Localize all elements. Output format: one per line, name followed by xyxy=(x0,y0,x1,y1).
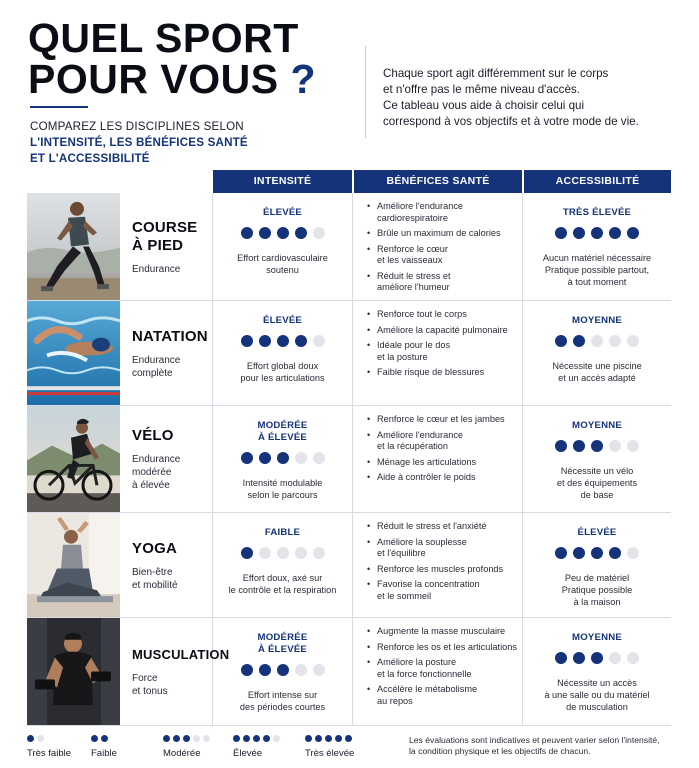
rating-dots xyxy=(213,335,352,347)
legend-dot-empty xyxy=(203,735,210,742)
benefits-list xyxy=(367,521,523,606)
benefit-line: améliore l'humeur xyxy=(377,282,450,292)
title-line-2: POUR VOUS xyxy=(28,56,279,102)
benefits-cell xyxy=(353,513,523,617)
rating-dot-filled xyxy=(259,664,271,676)
table-row xyxy=(27,301,671,406)
legend-label: Élevée xyxy=(233,748,263,759)
benefit-line: et le sommeil xyxy=(377,590,432,601)
rating-note: des périodes courtes xyxy=(239,702,326,712)
benefit-line: • Aide à contrôler le poids xyxy=(377,472,476,482)
benefit-item xyxy=(367,271,523,294)
benefit-line: et la récupération xyxy=(377,441,448,451)
legend-dot-filled xyxy=(315,735,322,742)
rating-note: Aucun matériel nécessaire xyxy=(542,253,652,263)
benefit-line: • Améliore la souplesse xyxy=(377,536,467,547)
intensity-cell xyxy=(213,406,353,512)
benefit-line: et les vaisseaux xyxy=(377,255,443,265)
rating-dot-empty xyxy=(313,664,325,676)
rating-dot-filled xyxy=(573,547,585,559)
benefit-item xyxy=(367,367,523,379)
legend-dots xyxy=(305,735,354,743)
benefit-item xyxy=(367,201,523,224)
sport-name-cell xyxy=(120,406,213,512)
benefit-line: • Renforce les os et les articulations xyxy=(377,641,517,652)
rating-dot-filled xyxy=(241,227,253,239)
intensity-cell xyxy=(213,513,353,617)
table-row xyxy=(27,406,671,513)
footnote-line: la condition physique et les objectifs de chacun. xyxy=(409,746,591,756)
rating-dot-empty xyxy=(627,335,639,347)
rating-dot-empty xyxy=(627,440,639,452)
column-header-benefits: BÉNÉFICES SANTÉ xyxy=(354,170,522,193)
benefits-list xyxy=(367,626,523,711)
rating-dot-empty xyxy=(313,452,325,464)
legend-item xyxy=(233,735,280,759)
rating-note: pour les articulations xyxy=(240,373,325,383)
legend-item xyxy=(305,735,354,759)
subtitle-line-1: COMPAREZ LES DISCIPLINES SELON xyxy=(30,120,244,133)
benefits-list xyxy=(367,309,523,383)
legend-dot-filled xyxy=(163,735,170,742)
benefit-line: • Ménage les articulations xyxy=(377,456,477,467)
header-divider xyxy=(365,46,366,138)
legend-label: Faible xyxy=(91,748,117,759)
footnote xyxy=(409,735,694,757)
rating-note: Effort global doux xyxy=(246,361,319,371)
sport-description: modérée xyxy=(132,467,172,478)
rating-dot-filled xyxy=(277,664,289,676)
legend-label: Modérée xyxy=(163,748,201,759)
benefit-line: cardiorespiratoire xyxy=(377,212,448,223)
benefits-cell xyxy=(353,618,523,725)
benefit-item xyxy=(367,537,523,560)
legend-dot-filled xyxy=(325,735,332,742)
rating-note: Effort cardiovasculaire xyxy=(237,253,328,263)
title-line-1: QUEL SPORT xyxy=(28,15,299,61)
accessibility-cell xyxy=(523,301,671,405)
rating-dot-filled xyxy=(627,227,639,239)
legend-dots xyxy=(91,735,117,743)
intensity-cell xyxy=(213,301,353,405)
rating-dot-filled xyxy=(591,547,603,559)
rating-dot-empty xyxy=(609,440,621,452)
sport-description: à élevée xyxy=(132,480,170,491)
rating-dot-filled xyxy=(295,227,307,239)
rating-dot-filled xyxy=(609,227,621,239)
rating-dots xyxy=(213,452,352,464)
benefit-line: • Idéale pour le dos xyxy=(377,340,451,350)
benefit-item xyxy=(367,228,523,240)
legend-dots xyxy=(27,735,71,743)
rating-label: ÉLEVÉE xyxy=(262,207,303,218)
legend-item xyxy=(163,735,210,759)
rating-dot-filled xyxy=(555,547,567,559)
column-header-intensity: INTENSITÉ xyxy=(213,170,352,193)
rating-dots xyxy=(213,547,352,559)
rating-note: à tout moment xyxy=(567,277,627,287)
rating-dot-empty xyxy=(313,335,325,347)
benefits-list xyxy=(367,201,523,298)
legend-dot-filled xyxy=(305,735,312,742)
accessibility-cell xyxy=(523,193,671,300)
sport-description: et mobilité xyxy=(132,579,178,591)
rating-dot-empty xyxy=(313,547,325,559)
benefit-line: • Améliore la capacité pulmonaire xyxy=(377,324,508,335)
rating-note: Nécessite un accès xyxy=(557,678,637,688)
rating-label: TRÈS ÉLEVÉE xyxy=(562,207,632,218)
rating-note: Effort doux, axé sur xyxy=(242,573,323,583)
intensity-cell xyxy=(213,618,353,725)
benefits-cell xyxy=(353,406,523,512)
sport-photo xyxy=(27,618,120,725)
intro-line: et n'offre pas le même niveau d'accès. xyxy=(383,83,580,96)
rating-note: Nécessite un vélo xyxy=(560,466,634,476)
rating-dot-empty xyxy=(609,335,621,347)
rating-dot-filled xyxy=(555,440,567,452)
legend-dot-filled xyxy=(233,735,240,742)
benefit-line: et la force fonctionnelle xyxy=(377,668,472,679)
intro-line: Chaque sport agit différemment sur le corps xyxy=(383,67,609,80)
legend-dot-empty xyxy=(273,735,280,742)
legend-dot-filled xyxy=(173,735,180,742)
benefit-item xyxy=(367,309,523,321)
rating-dot-empty xyxy=(295,452,307,464)
rating-note: de base xyxy=(580,490,614,500)
rating-dot-filled xyxy=(591,227,603,239)
rating-note: et des équipements xyxy=(556,478,638,488)
benefit-line: • Améliore l'endurance xyxy=(377,201,464,211)
benefit-item xyxy=(367,684,523,707)
sport-name: COURSE xyxy=(132,218,198,236)
rating-note: Peu de matériel xyxy=(564,573,630,583)
legend xyxy=(27,735,407,765)
legend-label: Très élevée xyxy=(305,748,355,759)
rating-dots xyxy=(523,652,671,664)
benefits-cell xyxy=(353,193,523,300)
sport-name: À PIED xyxy=(132,236,184,254)
rating-dot-filled xyxy=(591,440,603,452)
rating-note: Nécessite une piscine xyxy=(552,361,642,371)
rating-note: de musculation xyxy=(566,702,628,712)
benefit-line: • Améliore l'endurance xyxy=(377,429,464,440)
benefit-line: • Faible risque de blessures xyxy=(377,367,485,377)
rating-dot-empty xyxy=(259,547,271,559)
rating-label: MOYENNE xyxy=(572,315,622,326)
benefits-cell xyxy=(353,301,523,405)
table-row xyxy=(27,513,671,618)
rating-label: MODÉRÉE xyxy=(257,420,308,431)
benefit-item xyxy=(367,340,523,363)
rating-note: Pratique possible xyxy=(561,585,633,595)
rating-dot-filled xyxy=(555,652,567,664)
benefit-line: • Renforce tout le corps xyxy=(377,309,467,319)
sport-photo xyxy=(27,301,120,405)
rating-label: À ÉLEVÉE xyxy=(257,644,308,655)
rating-dot-filled xyxy=(277,335,289,347)
rating-dot-filled xyxy=(609,547,621,559)
benefit-line: • Réduit le stress et l'anxiété xyxy=(377,521,487,531)
legend-dot-filled xyxy=(263,735,270,742)
rating-dot-filled xyxy=(573,440,585,452)
rating-dot-filled xyxy=(241,664,253,676)
column-header-access: ACCESSIBILITÉ xyxy=(524,170,671,193)
rating-note: Effort intense sur xyxy=(247,690,318,700)
sport-photo xyxy=(27,193,120,300)
rating-note: soutenu xyxy=(266,265,299,275)
legend-dot-filled xyxy=(335,735,342,742)
rating-note: Intensité modulable xyxy=(242,478,323,488)
benefit-item xyxy=(367,325,523,337)
rating-dot-filled xyxy=(241,452,253,464)
footnote-line: Les évaluations sont indicatives et peuvent varier selon l'intensité, xyxy=(409,735,660,745)
rating-dot-filled xyxy=(591,652,603,664)
legend-label: Très faible xyxy=(27,748,71,759)
sport-name-cell xyxy=(120,513,213,617)
sport-description: Bien-être xyxy=(132,566,173,578)
benefit-line: au repos xyxy=(377,695,413,706)
rating-dot-empty xyxy=(627,547,639,559)
rating-label: MODÉRÉE xyxy=(257,632,308,643)
legend-dot-empty xyxy=(193,735,200,742)
rating-dot-filled xyxy=(259,452,271,464)
intensity-cell xyxy=(213,193,353,300)
rating-dot-filled xyxy=(241,335,253,347)
sport-description: complète xyxy=(132,367,173,379)
rating-dots xyxy=(213,227,352,239)
page-subtitle xyxy=(30,119,280,167)
benefit-line: • Renforce les muscles profonds xyxy=(377,563,504,574)
subtitle-line-2: L'INTENSITÉ, LES BÉNÉFICES SANTÉ xyxy=(30,136,248,149)
rating-dot-filled xyxy=(277,227,289,239)
legend-dot-filled xyxy=(91,735,98,742)
benefit-line: • Augmente la masse musculaire xyxy=(377,626,506,636)
accessibility-cell xyxy=(523,513,671,617)
legend-dot-filled xyxy=(253,735,260,742)
sport-description: et tonus xyxy=(132,686,168,697)
rating-dot-filled xyxy=(573,652,585,664)
benefit-item xyxy=(367,430,523,453)
benefit-line: • Réduit le stress et xyxy=(377,270,451,281)
rating-label: ÉLEVÉE xyxy=(262,315,303,326)
intro-line: Ce tableau vous aide à choisir celui qui xyxy=(383,99,585,112)
sport-description: Endurance xyxy=(132,354,181,366)
rating-note: le contrôle et la respiration xyxy=(228,585,337,595)
rating-dot-filled xyxy=(259,227,271,239)
rating-dot-empty xyxy=(627,652,639,664)
title-question-mark: ? xyxy=(290,56,316,102)
rating-dot-empty xyxy=(295,664,307,676)
legend-dot-filled xyxy=(243,735,250,742)
sport-name: VÉLO xyxy=(132,427,174,444)
legend-dot-filled xyxy=(27,735,34,742)
legend-item xyxy=(91,735,117,759)
rating-dots xyxy=(523,440,671,452)
title-underline xyxy=(30,106,88,108)
rating-dot-empty xyxy=(313,227,325,239)
benefits-list xyxy=(367,414,523,488)
intro-text xyxy=(383,66,683,130)
benefit-line: • Renforce le cœur xyxy=(377,243,448,254)
legend-dot-empty xyxy=(37,735,44,742)
rating-dots xyxy=(523,227,671,239)
sport-name-cell xyxy=(120,301,213,405)
rating-note: à la maison xyxy=(573,597,621,607)
sport-description: Force xyxy=(132,673,158,684)
table-row xyxy=(27,618,671,726)
accessibility-cell xyxy=(523,618,671,725)
benefit-line: • Renforce le cœur et les jambes xyxy=(377,414,505,424)
benefit-line: • Favorise la concentration xyxy=(377,579,480,589)
rating-dot-empty xyxy=(295,547,307,559)
rating-dot-filled xyxy=(555,335,567,347)
rating-dots xyxy=(213,664,352,676)
intro-line: correspond à vos objectifs et à votre mode de vie. xyxy=(383,115,639,128)
rating-dot-filled xyxy=(555,227,567,239)
rating-note: et un accès adapté xyxy=(558,373,636,383)
benefit-line: • Brûle un maximum de calories xyxy=(377,228,501,238)
benefit-item xyxy=(367,564,523,576)
sport-name: YOGA xyxy=(132,539,177,557)
rating-dots xyxy=(523,547,671,559)
rating-dot-filled xyxy=(573,335,585,347)
rating-label: À ÉLEVÉE xyxy=(257,432,308,443)
rating-label: MOYENNE xyxy=(572,632,622,643)
rating-dot-filled xyxy=(241,547,253,559)
rating-dot-empty xyxy=(609,652,621,664)
rating-label: MOYENNE xyxy=(572,420,622,431)
sport-description: Endurance xyxy=(132,263,181,275)
sport-name: MUSCULATION xyxy=(132,647,230,662)
table-row xyxy=(27,193,671,301)
rating-label: FAIBLE xyxy=(264,527,301,538)
benefit-item xyxy=(367,521,523,533)
rating-dot-filled xyxy=(295,335,307,347)
sport-name-cell xyxy=(120,193,213,300)
benefit-line: et la posture xyxy=(377,351,428,362)
benefit-item xyxy=(367,457,523,469)
benefit-item xyxy=(367,626,523,638)
rating-dot-filled xyxy=(277,452,289,464)
sport-name-cell xyxy=(120,618,230,725)
benefit-item xyxy=(367,657,523,680)
rating-label: ÉLEVÉE xyxy=(577,527,617,538)
rating-note: Pratique possible partout, xyxy=(544,265,650,275)
sport-photo xyxy=(27,513,120,617)
rating-note: à une salle ou du matériel xyxy=(544,690,650,700)
legend-dots xyxy=(233,735,280,743)
legend-item xyxy=(27,735,71,759)
sport-photo xyxy=(27,406,120,512)
benefit-item xyxy=(367,472,523,484)
benefit-line: • Accélère le métabolisme xyxy=(377,684,478,694)
benefit-item xyxy=(367,642,523,654)
accessibility-cell xyxy=(523,406,671,512)
subtitle-line-3: ET L'ACCESSIBILITÉ xyxy=(30,152,150,165)
rating-dots xyxy=(523,335,671,347)
page-title xyxy=(28,15,348,102)
benefit-line: • Améliore la posture xyxy=(377,657,457,667)
benefit-line: et l'équilibre xyxy=(377,548,426,558)
rating-dot-empty xyxy=(277,547,289,559)
rating-dot-filled xyxy=(259,335,271,347)
sport-name: NATATION xyxy=(132,327,208,345)
legend-dot-filled xyxy=(345,735,352,742)
legend-dots xyxy=(163,735,210,743)
rating-note: selon le parcours xyxy=(247,490,318,500)
legend-dot-filled xyxy=(101,735,108,742)
legend-dot-filled xyxy=(183,735,190,742)
benefit-item xyxy=(367,244,523,267)
benefit-item xyxy=(367,579,523,602)
rating-dot-empty xyxy=(591,335,603,347)
sport-description: Endurance xyxy=(132,454,181,465)
rating-dot-filled xyxy=(573,227,585,239)
benefit-item xyxy=(367,414,523,426)
